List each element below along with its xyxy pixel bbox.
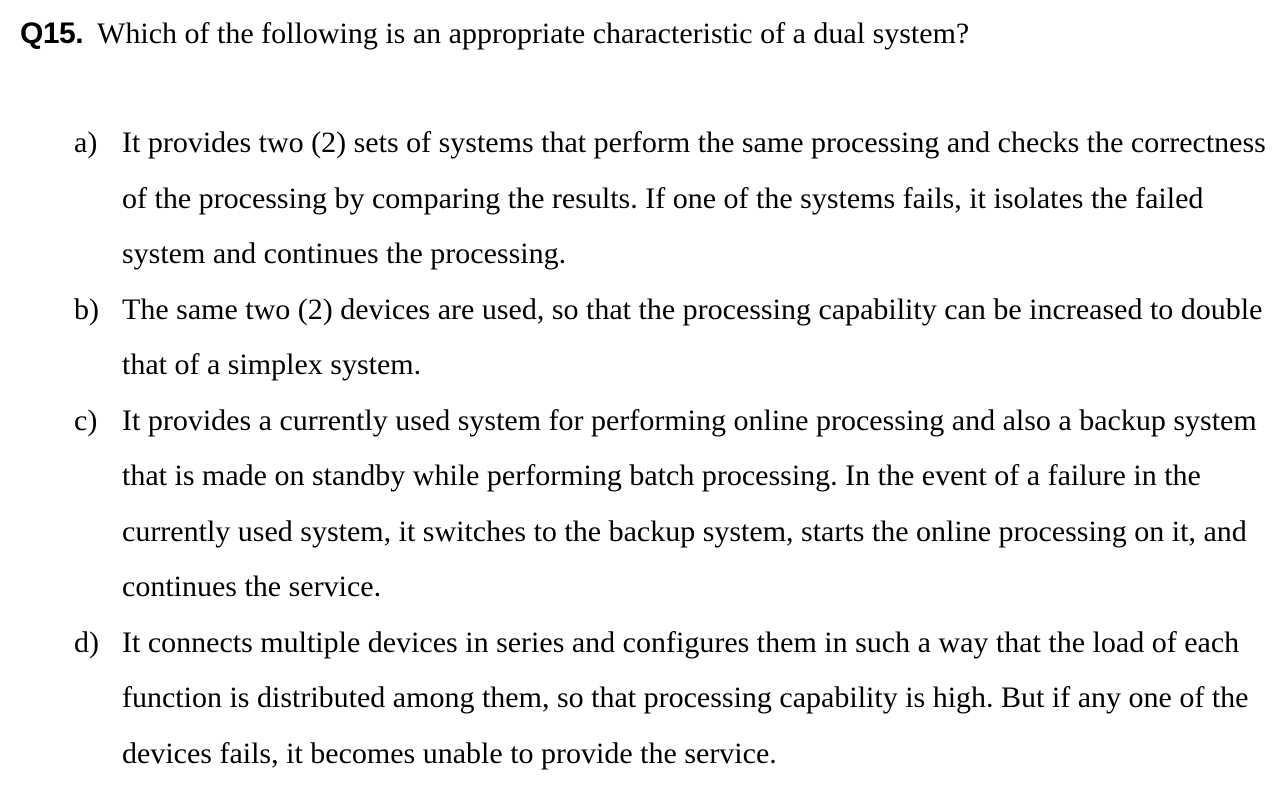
option-text: It connects multiple devices in series and configures them in such a way that the load of each function is distributed among them, so that processing capability is high. But if any one of the devices fails, it becomes unable to provide the service. [122, 625, 1249, 770]
answer-option-c[interactable] [74, 393, 1274, 615]
question-heading [20, 12, 1270, 56]
option-label: d) [74, 625, 99, 659]
option-text: It provides a currently used system for performing online processing and also a backup system that is made on standby while performing batch processing. In the event of a failure in the currently used system, it switches to the backup system, starts the online processing on it, and continues the service. [122, 403, 1257, 603]
answer-option-a[interactable] [74, 115, 1274, 282]
option-text: The same two (2) devices are used, so that the processing capability can be increased to double that of a simplex system. [122, 292, 1263, 381]
option-text: It provides two (2) sets of systems that perform the same processing and checks the correctness of the processing by comparing the results. If one of the systems fails, it isolates the failed system and continues the processing. [122, 126, 1266, 270]
question-number: Q15. [20, 17, 84, 50]
option-label: c) [74, 403, 98, 437]
option-label: a) [74, 126, 98, 159]
option-label: b) [74, 292, 99, 326]
answer-option-b[interactable] [74, 282, 1274, 393]
answer-option-d[interactable] [74, 615, 1274, 782]
answer-options-list [74, 115, 1274, 781]
question-text: Which of the following is an appropriate characteristic of a dual system? [97, 17, 970, 50]
